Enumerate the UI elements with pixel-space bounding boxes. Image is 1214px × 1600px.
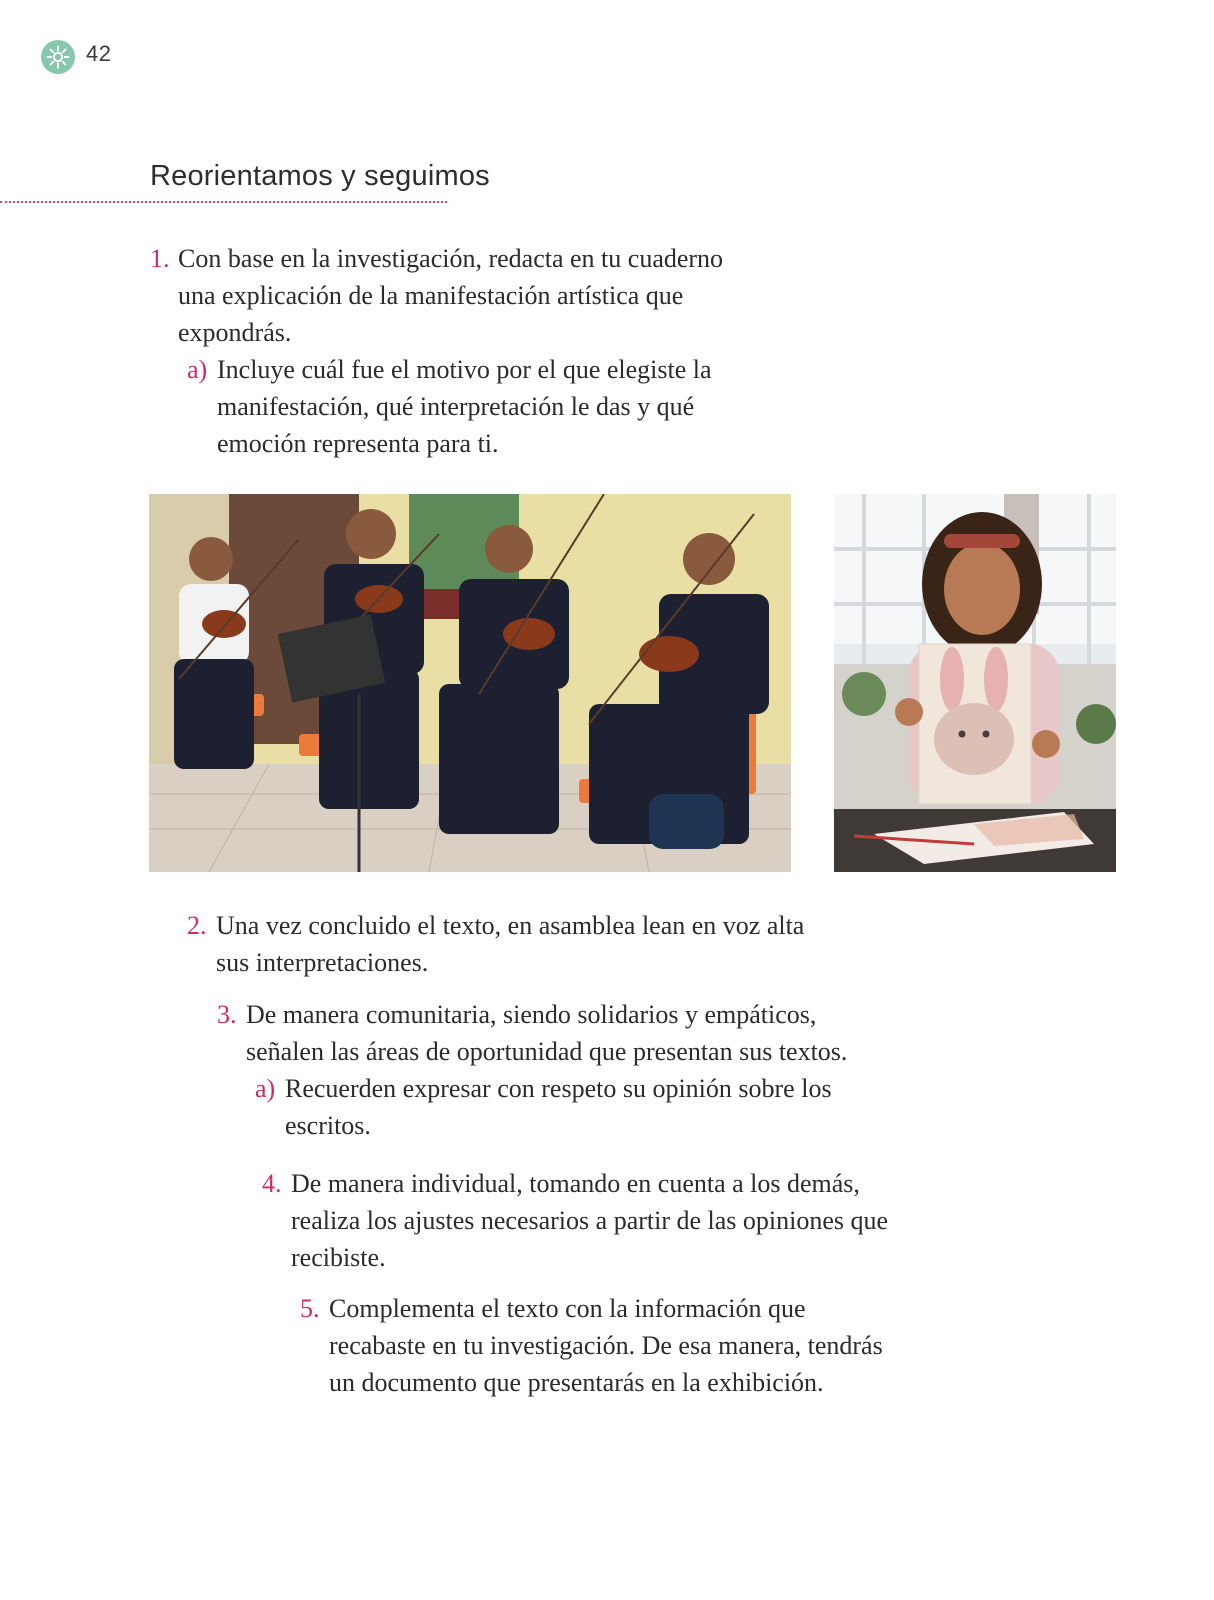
item-text: Con base en la investigación, redacta en tu cuaderno una explicación de la manifestación artística que expondrás. xyxy=(178,244,724,347)
item-text: De manera comunitaria, siendo solidarios y empáticos, señalen las áreas de oportunidad que presentan sus textos. xyxy=(246,1000,848,1066)
item-marker: 3. xyxy=(217,1000,237,1029)
title-underline xyxy=(0,201,447,203)
item-text: Recuerden expresar con respeto su opinión sobre los escritos. xyxy=(285,1074,832,1140)
list-item-4 xyxy=(262,1165,902,1276)
item-marker: 4. xyxy=(262,1169,282,1198)
page-badge xyxy=(41,40,75,74)
item-text: Una vez concluido el texto, en asamblea lean en voz alta sus interpretaciones. xyxy=(216,911,805,977)
item-marker: 5. xyxy=(300,1294,320,1323)
item-marker: 2. xyxy=(187,911,207,940)
list-item-5 xyxy=(300,1290,900,1401)
list-item-1 xyxy=(150,240,750,351)
item-marker: 1. xyxy=(150,244,170,273)
page-number: 42 xyxy=(86,41,112,66)
item-marker: a) xyxy=(255,1074,276,1103)
item-text: De manera individual, tomando en cuenta a los demás, realiza los ajustes necesarios a partir de las opiniones que recibiste. xyxy=(291,1169,889,1272)
sun-flower-icon xyxy=(45,44,71,70)
list-subitem-3a xyxy=(255,1070,855,1144)
item-text: Complementa el texto con la información que recabaste en tu investigación. De esa manera, tendrás un documento que presentarás en la exhibición. xyxy=(329,1294,883,1397)
girl-with-drawing-photo xyxy=(834,494,1116,872)
item-text: Incluye cuál fue el motivo por el que elegiste la manifestación, qué interpretación le das y qué emoción representa para ti. xyxy=(217,355,712,458)
list-subitem-1a xyxy=(187,351,727,462)
violin-students-photo xyxy=(149,494,791,872)
section-title: Reorientamos y seguimos xyxy=(150,160,490,192)
item-marker: a) xyxy=(187,355,208,384)
list-item-2 xyxy=(187,907,817,981)
list-item-3 xyxy=(217,996,867,1070)
